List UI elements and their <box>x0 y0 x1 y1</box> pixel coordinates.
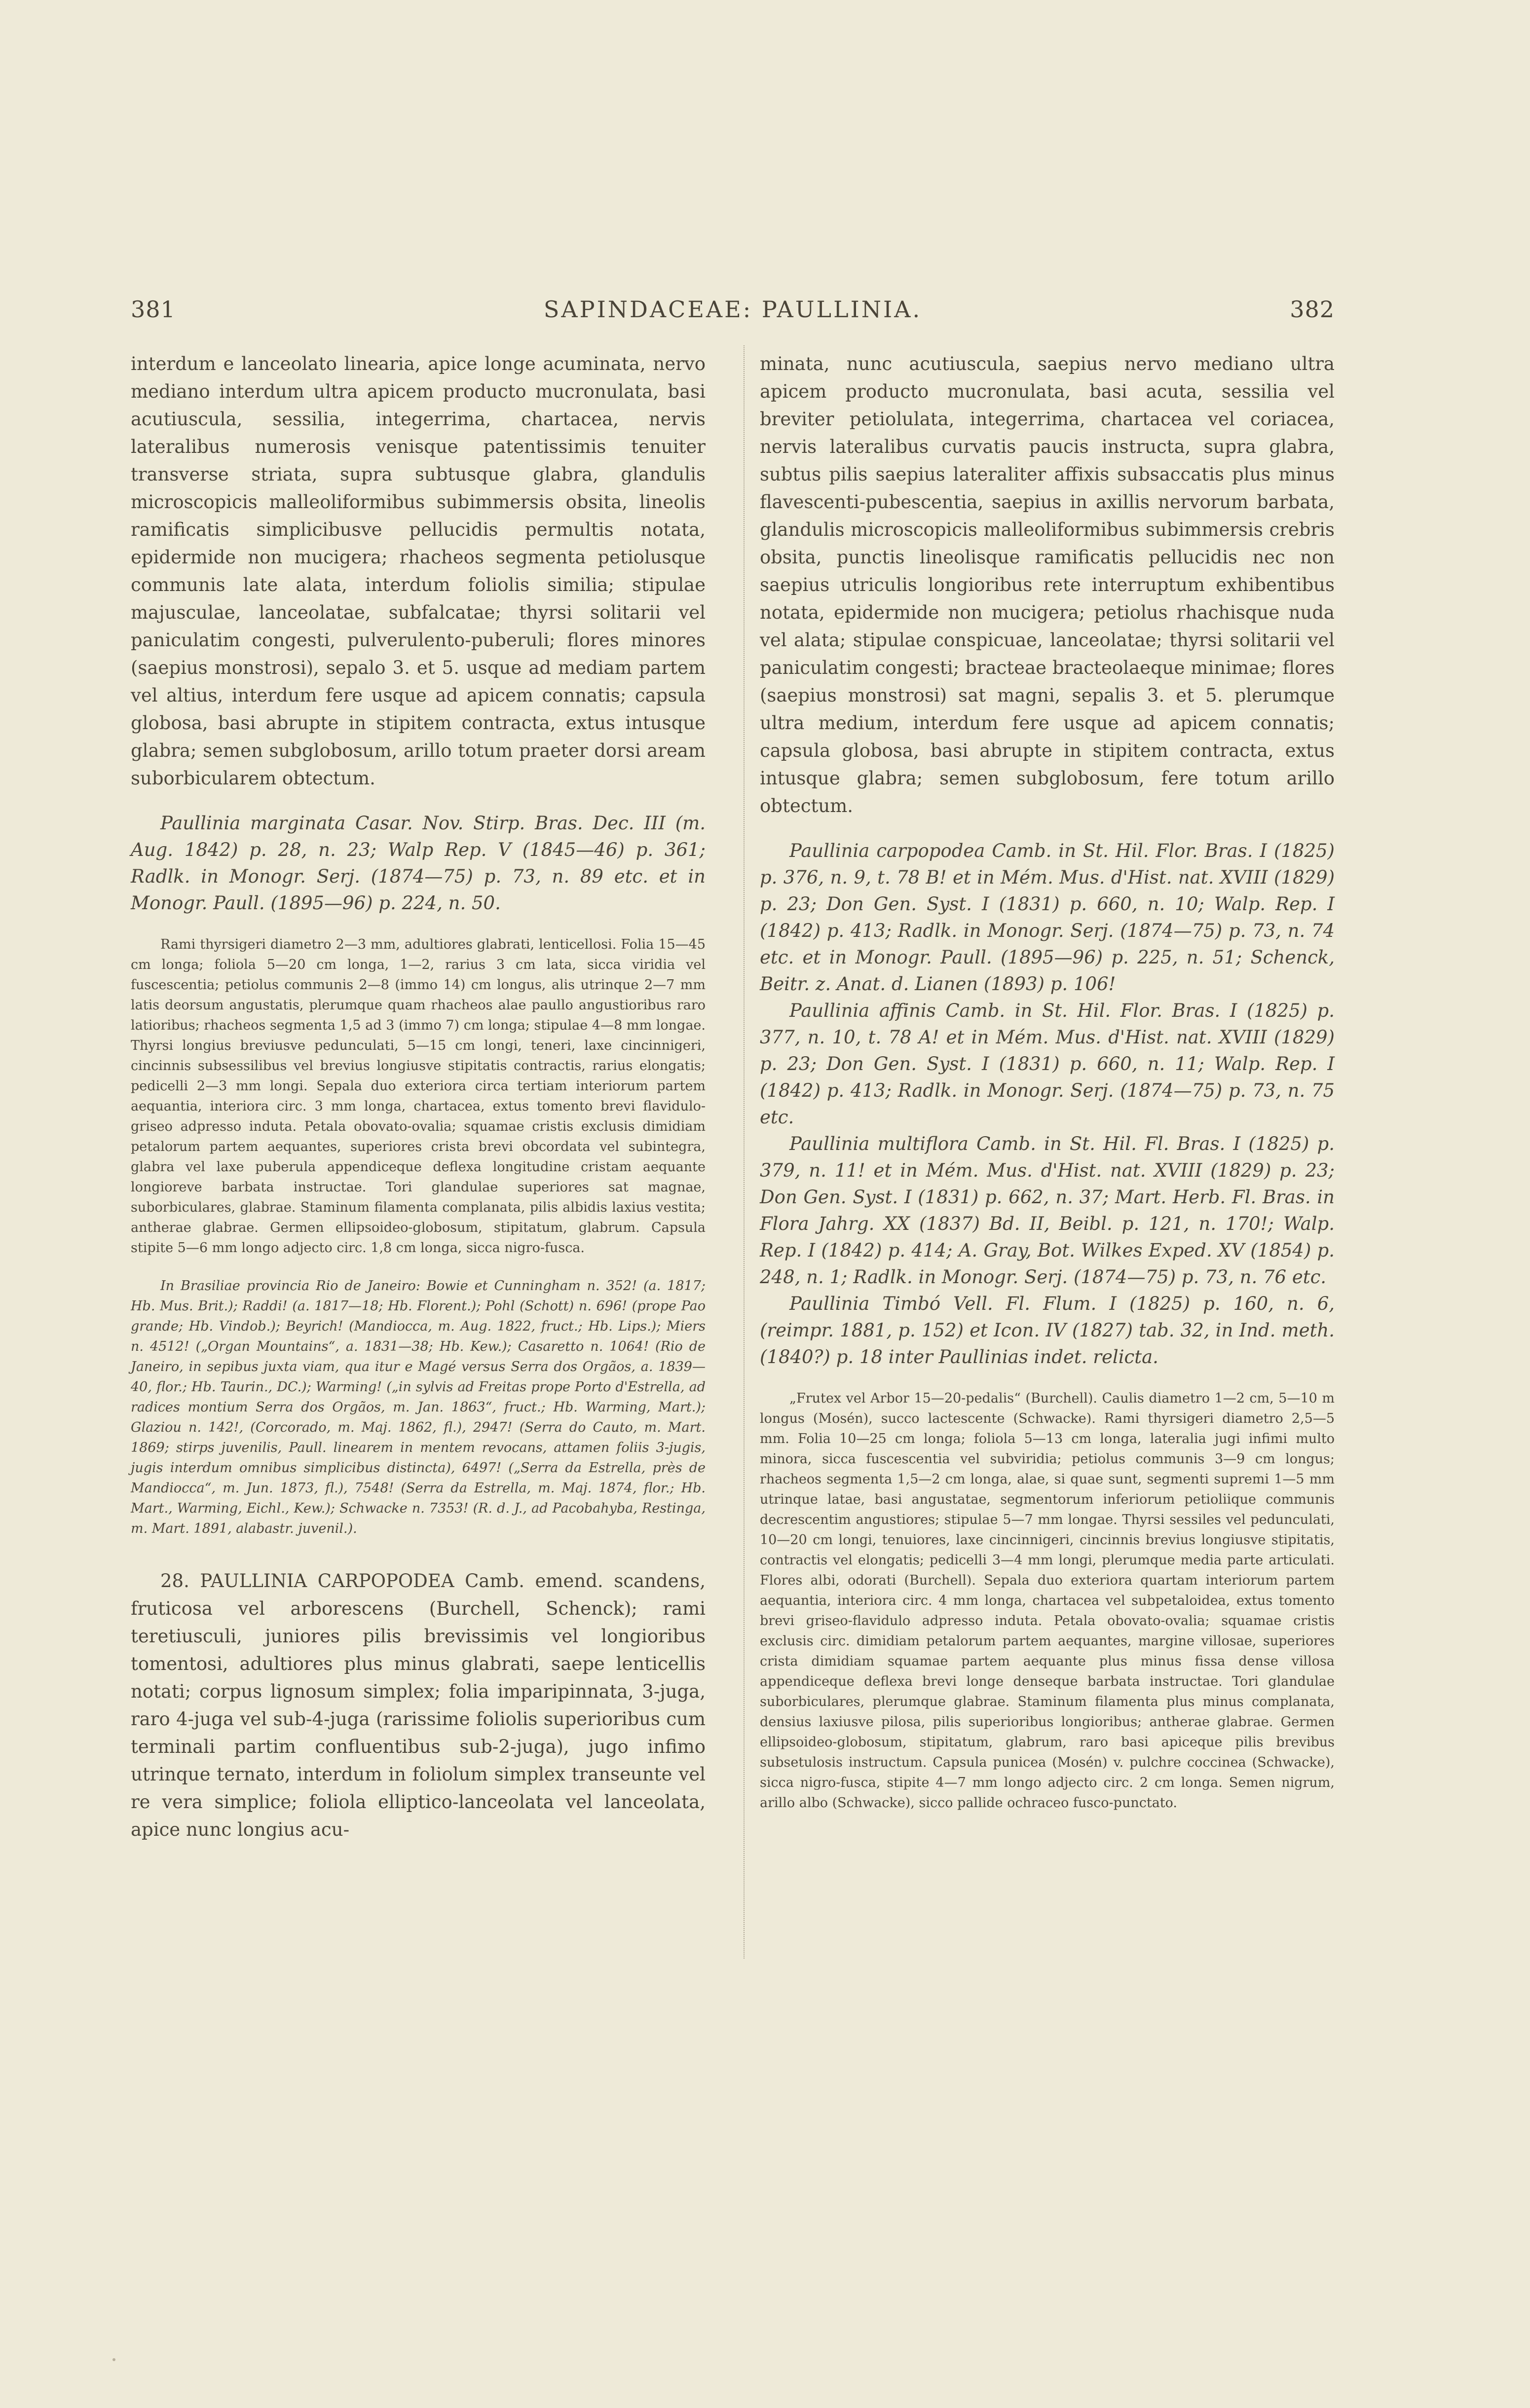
page-header <box>131 296 1335 331</box>
citation-marginata: Paullinia marginata Casar. Nov. Stirp. Bras. Dec. III (m. Aug. 1842) p. 28, n. 23; Walp Rep. V (1845—46) p. 361; Radlk. in Monogr. Serj. (1874—75) p. 73, n. 89 etc. et in Monogr. Paull. (1895—96) p. 224, n. 50. <box>131 813 706 914</box>
description-carpopodea: „Frutex vel Arbor 15—20-pedalis“ (Burchell). Caulis diametro 1—2 cm, 5—10 m longus (Mosén), succo lactescente (Schwacke). Rami thyrsigeri diametro 2,5—5 mm. Folia 10—25 cm longa; foliola 5—13 cm longa, lateralia jugi infimi multo minora, sicca fuscescentia vel subviridia; petiolus communis 3—9 cm longus; rhacheos segmenta 1,5—2 cm longa, alae, si quae sunt, segmenti supremi 1—5 mm utrinque latae, basi angustatae, segmentorum inferiorum petioliique communis decrescentim angustiores; stipulae 5—7 mm longae. Thyrsi sessiles vel pedunculati, 10—20 cm longi, tenuiores, laxe cincinnigeri, cincinnis brevius longiusve stipitatis, contractis vel elongatis; pedicelli 3—4 mm longi, plerumque media parte articulati. Flores albi, odorati (Burchell). Sepala duo exteriora quartam interiorum partem aequantia, interiora circ. 4 mm longa, chartacea vel subpetaloidea, extus tomento brevi griseo-flavidulo adpresso induta. Petala obovato-ovalia; squamae cristis exclusis circ. dimidiam petalorum partem aequantes, margine villosae, superiores crista dimidiam squamae partem aequante plus minus fissa dense villosa appendiceque deflexa brevi longe denseque barbata instructae. Tori glandulae suborbiculares, plerumque glabrae. Staminum filamenta plus minus complanata, densius laxiusve pilosa, pilis superioribus longioribus; antherae glabrae. Germen ellipsoideo-globosum, stipitatum, glabrum, raro basi apiceque pilis brevibus subsetulosis instructum. Capsula punicea (Mosén) v. pulchre coccinea (Schwacke), sicca nigro-fusca, stipite 4—7 mm longo adjecto circ. 2 cm longa. Semen nigrum, arillo albo (Schwacke), sicco pallide ochraceo fusco-punctato. <box>760 1391 1335 1811</box>
right-column <box>760 350 1335 1813</box>
column-divider <box>744 345 745 1959</box>
left-page-number: 381 <box>131 296 176 323</box>
description-marginata: Rami thyrsigeri diametro 2—3 mm, adultiores glabrati, lenticellosi. Folia 15—45 cm longa; foliola 5—20 cm longa, 1—2, rarius 3 cm lata, sicca viridia vel fuscescentia; petiolus communis 2—8 (immo 14) cm longus, alis utrinque 2—7 mm latis deorsum angustatis, plerumque quam rhacheos alae paullo angustioribus raro latioribus; rhacheos segmenta 1,5 ad 3 (immo 7) cm longa; stipulae 4—8 mm longae. Thyrsi longius breviusve pedunculati, 5—15 cm longi, teneri, laxe cincinnigeri, cincinnis subsessilibus vel brevius longiusve stipitatis contractis, rarius elongatis; pedicelli 2—3 mm longi. Sepala duo exteriora circa tertiam interiorum partem aequantia, interiora circ. 3 mm longa, chartacea, extus tomento brevi flavidulo-griseo adpresso induta. Petala obovato-ovalia; squamae cristis exclusis dimidiam petalorum partem aequantes, superiores crista brevi obcordata vel subintegra, glabra vel laxe puberula appendiceque deflexa longitudine cristam aequante longioreve barbata instructae. Tori glandulae superiores sat magnae, suborbiculares, glabrae. Staminum filamenta complanata, pilis albidis laxius vestita; antherae glabrae. Germen ellipsoideo-globosum, stipitatum, glabrum. Capsula stipite 5—6 mm longo adjecto circ. 1,8 cm longa, sicca nigro-fusca. <box>131 937 706 1256</box>
diagnosis-carpopodea: minata, nunc acutiuscula, saepius nervo mediano ultra apicem producto mucronulata, basi acuta, sessilia vel breviter petiolulata, integerrima, chartacea vel coriacea, nervis lateralibus curvatis paucis instructa, supra glabra, subtus pilis saepius lateraliter affixis subsaccatis plus minus flavescenti-pubescentia, saepius in axillis nervorum barbata, glandulis microscopicis malleoliformibus subimmersis crebris obsita, punctis lineolisque ramificatis pellucidis nec non saepius utriculis longioribus rete interruptum exhibentibus notata, epidermide non mucigera; petiolus rhachisque nuda vel alata; stipulae conspicuae, lanceolatae; thyrsi solitarii vel paniculatim congesti; bracteae bracteolaeque minimae; flores (saepius monstrosi) sat magni, sepalis 3. et 5. plerumque ultra medium, interdum fere usque ad apicem connatis; capsula globosa, basi abrupte in stipitem contracta, extus intusque glabra; semen subglobosum, fere totum arillo obtectum. <box>760 353 1335 816</box>
citation-carpopodea: Paullinia carpopodea Camb. in St. Hil. Flor. Bras. I (1825) p. 376, n. 9, t. 78 B! et in Mém. Mus. d'Hist. nat. XVIII (1829) p. 23; Don Gen. Syst. I (1831) p. 660, n. 10; Walp. Rep. I (1842) p. 413; Radlk. in Monogr. Serj. (1874—75) p. 73, n. 74 etc. et in Monogr. Paull. (1895—96) p. 225, n. 51; Schenck, Beitr. z. Anat. d. Lianen (1893) p. 106! <box>760 840 1335 995</box>
citation-timbo: Paullinia Timbó Vell. Fl. Flum. I (1825) p. 160, n. 6, (reimpr. 1881, p. 152) et Icon. IV (1827) tab. 32, in Ind. meth. (1840?) p. 18 inter Paullinias indet. relicta. <box>760 1293 1335 1368</box>
localities-marginata: In Brasiliae provincia Rio de Janeiro: Bowie et Cunningham n. 352! (a. 1817; Hb. Mus. Brit.); Raddi! (a. 1817—18; Hb. Florent.); Pohl (Schott) n. 696! (prope Pao grande; Hb. Vindob.); Beyrich! (Mandiocca, m. Aug. 1822, fruct.; Hb. Lips.); Miers n. 4512! („Organ Mountains“, a. 1831—38; Hb. Kew.); Casaretto n. 1064! (Rio de Janeiro, in sepibus juxta viam, qua itur e Magé versus Serra dos Orgãos, a. 1839—40, flor.; Hb. Taurin., DC.); Warming! („in sylvis ad Freitas prope Porto d'Estrella, ad radices montium Serra dos Orgãos, m. Jan. 1863“, fruct.; Hb. Warming, Mart.); Glaziou n. 142!, (Corcorado, m. Maj. 1862, fl.), 2947! (Serra do Cauto, m. Mart. 1869; stirps juvenilis, Paull. linearem in mentem revocans, attamen foliis 3-jugis, jugis interdum omnibus simplicibus distincta), 6497! („Serra da Estrella, près de Mandiocca“, m. Jun. 1873, fl.), 7548! (Serra da Estrella, m. Maj. 1874, flor.; Hb. Mart., Warming, Eichl., Kew.); Schwacke n. 7353! (R. d. J., ad Pacobahyba, Restinga, m. Mart. 1891, alabastr. juvenil.). <box>131 1278 706 1536</box>
left-column <box>131 350 706 1844</box>
citation-multiflora: Paullinia multiflora Camb. in St. Hil. Fl. Bras. I (1825) p. 379, n. 11! et in Mém. Mus. d'Hist. nat. XVIII (1829) p. 23; Don Gen. Syst. I (1831) p. 662, n. 37; Mart. Herb. Fl. Bras. in Flora Jahrg. XX (1837) Bd. II, Beibl. p. 121, n. 170!; Walp. Rep. I (1842) p. 414; A. Gray, Bot. Wilkes Exped. XV (1854) p. 248, n. 1; Radlk. in Monogr. Serj. (1874—75) p. 73, n. 76 etc. <box>760 1133 1335 1288</box>
right-page-number: 382 <box>1290 296 1335 323</box>
page-speck <box>112 2358 115 2361</box>
citation-affinis: Paullinia affinis Camb. in St. Hil. Flor. Bras. I (1825) p. 377, n. 10, t. 78 A! et in Mém. Mus. d'Hist. nat. XVIII (1829) p. 23; Don Gen. Syst. I (1831) p. 660, n. 11; Walp. Rep. I (1842) p. 413; Radlk. in Monogr. Serj. (1874—75) p. 73, n. 75 etc. <box>760 1000 1335 1128</box>
diagnosis-continued: interdum e lanceolato linearia, apice longe acuminata, nervo mediano interdum ultra apicem producto mucronulata, basi acutiuscula, sessilia, integerrima, chartacea, nervis lateralibus numerosis venisque patentissimis tenuiter transverse striata, supra subtusque glabra, glandulis microscopicis malleoliformibus subimmersis obsita, lineolis ramificatis simplicibusve pellucidis permultis notata, epidermide non mucigera; rhacheos segmenta petiolusque communis late alata, interdum foliolis similia; stipulae majusculae, lanceolatae, subfalcatae; thyrsi solitarii vel paniculatim congesti, pulverulento-puberuli; flores minores (saepius monstrosi), sepalo 3. et 5. usque ad mediam partem vel altius, interdum fere usque ad apicem connatis; capsula globosa, basi abrupte in stipitem contracta, extus intusque glabra; semen subglobosum, arillo totum praeter dorsi aream suborbicularem obtectum. <box>131 353 706 789</box>
running-title: SAPINDACEAE: PAULLINIA. <box>543 296 922 323</box>
species-heading-carpopodea: 28. PAULLINIA CARPOPODEA Camb. emend. scandens, fruticosa vel arborescens (Burchell, Schenck); rami teretiusculi, juniores pilis brevissimis vel longioribus tomentosi, adultiores plus minus glabrati, saepe lenticellis notati; corpus lignosum simplex; folia imparipinnata, 3-juga, raro 4-juga vel sub-4-juga (rarissime foliolis superioribus cum terminali partim confluentibus sub-2-juga), jugo infimo utrinque ternato, interdum in foliolum simplex transeunte vel re vera simplice; foliola elliptico-lanceolata vel lanceolata, apice nunc longius acu- <box>131 1570 706 1840</box>
